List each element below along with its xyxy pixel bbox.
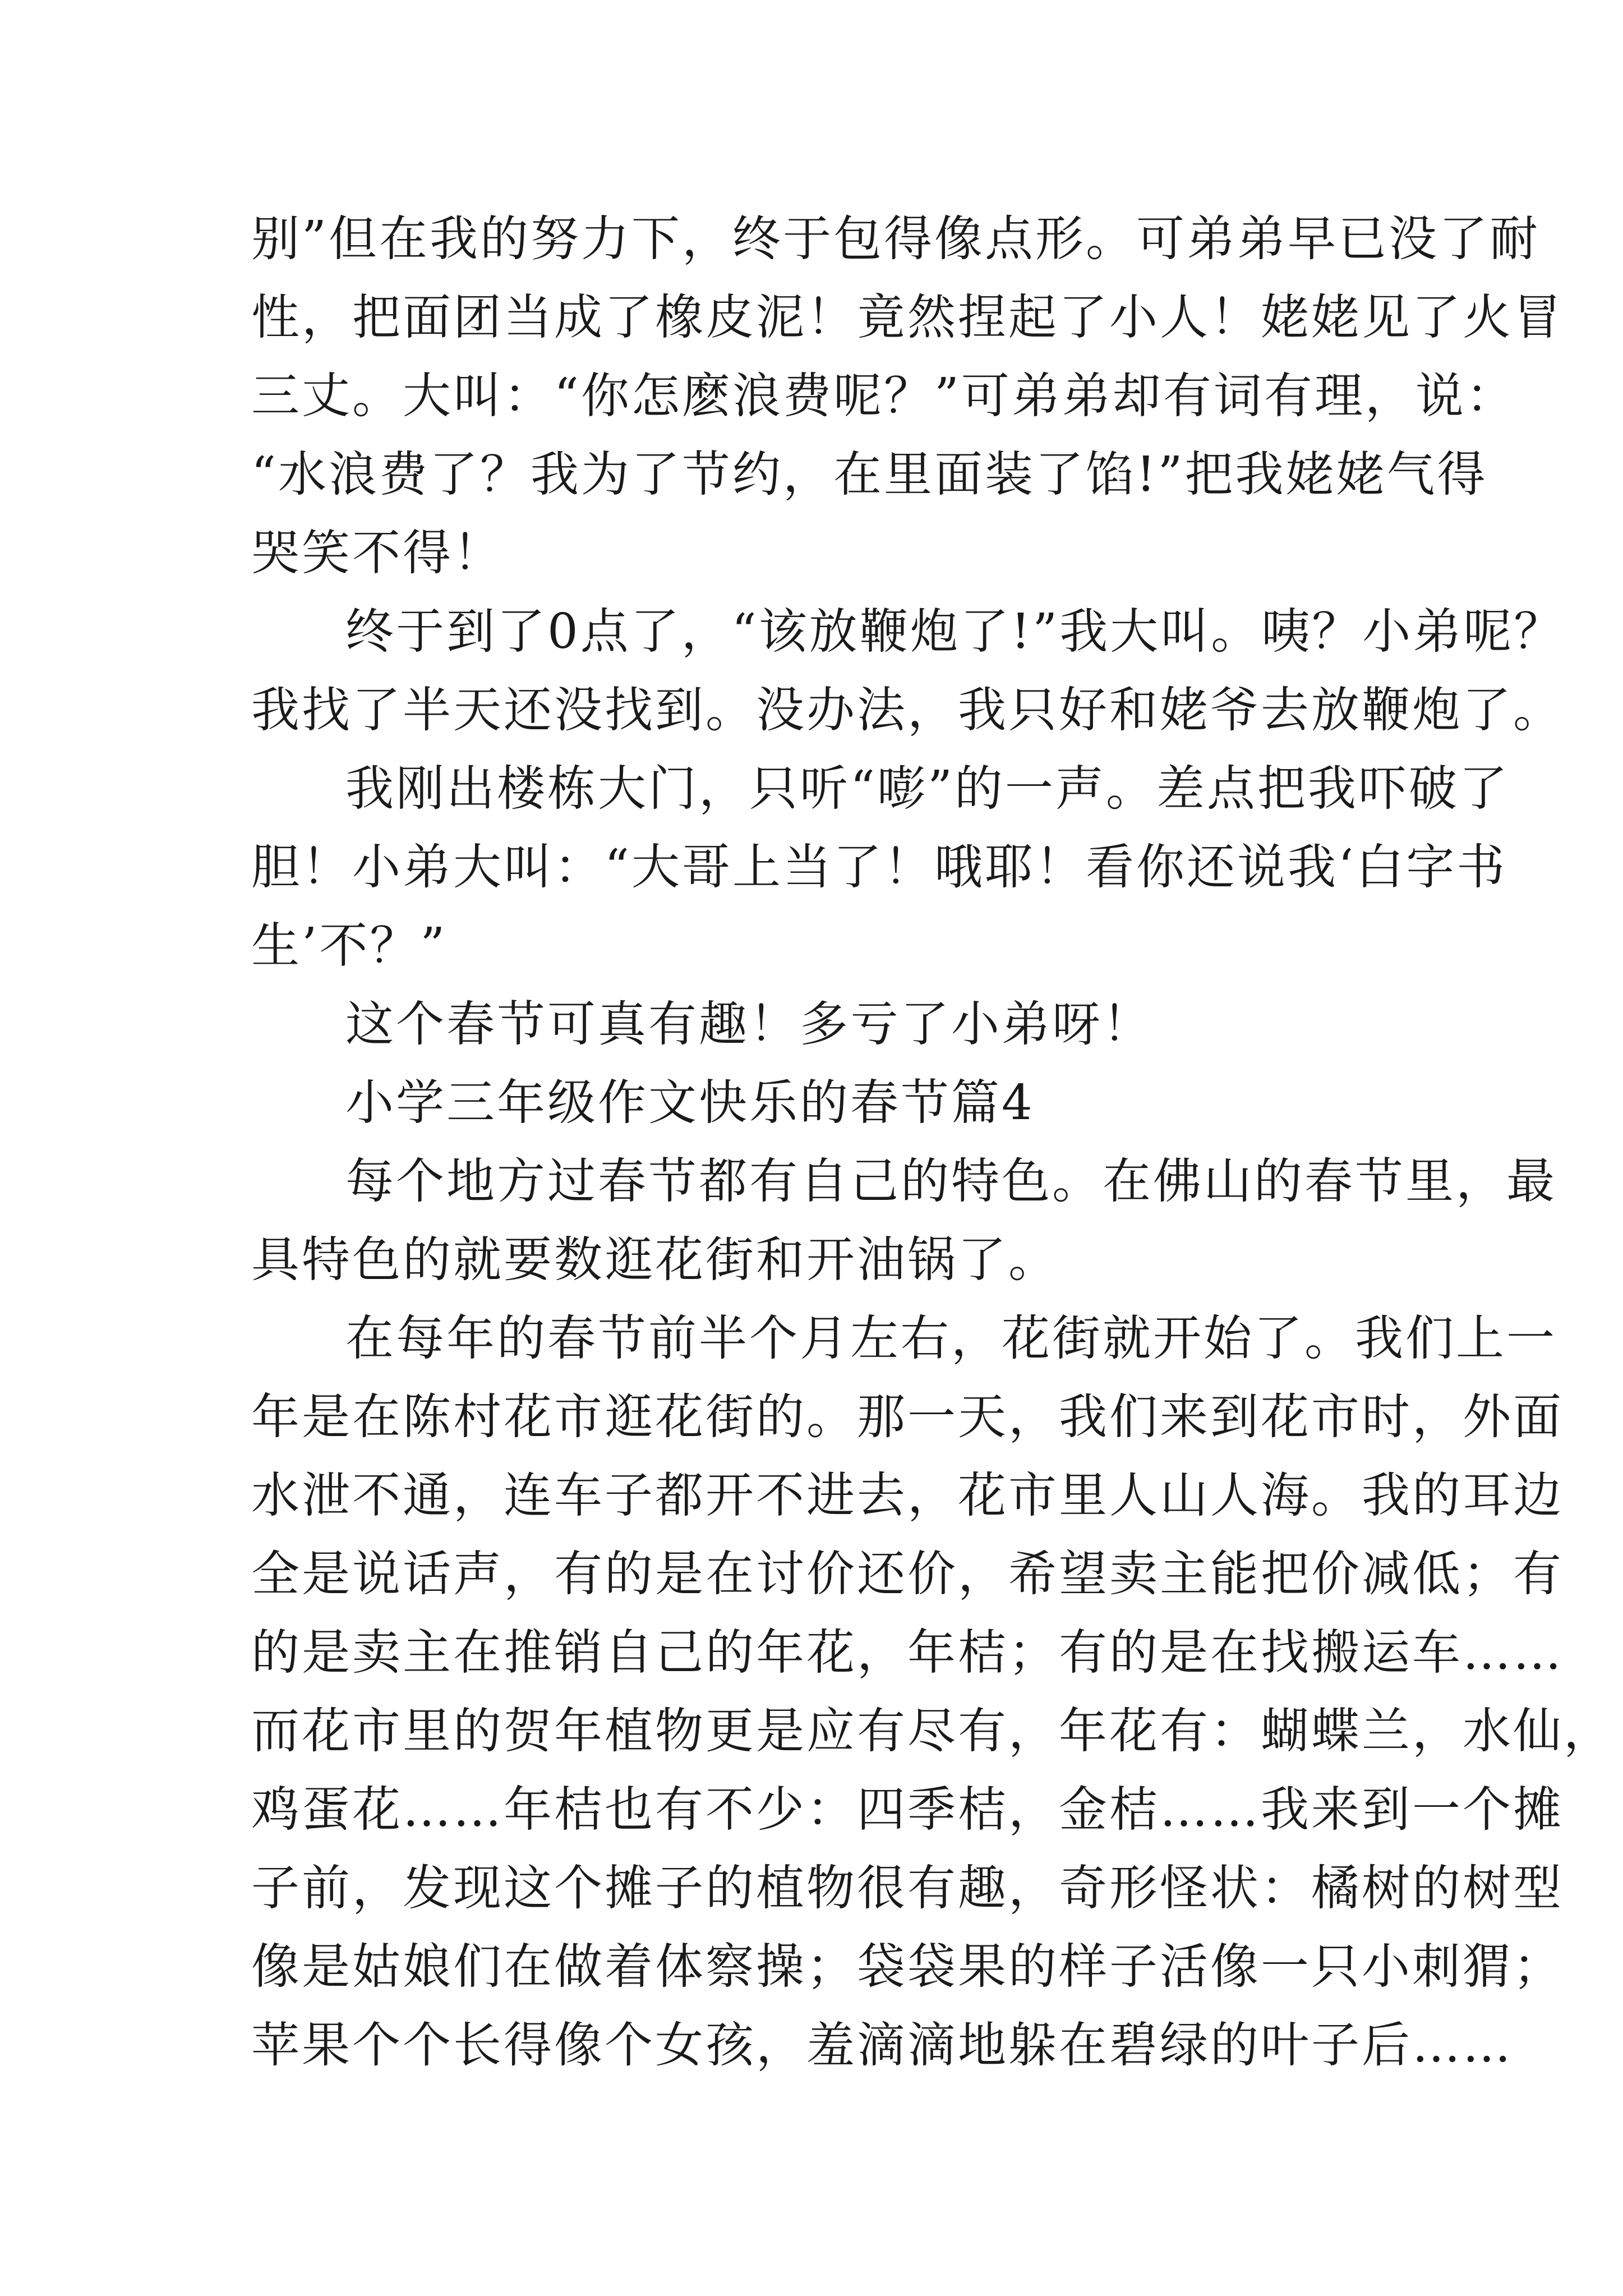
text-line: 胆！小弟大叫：“大哥上当了！哦耶！看你还说我‘白字书	[251, 839, 1507, 895]
essay-body	[251, 200, 1614, 2085]
text-line: 在每年的春节前半个月左右，花街就开始了。我们上一	[345, 1310, 1557, 1366]
text-line: 每个地方过春节都有自己的特色。在佛山的春节里，最	[345, 1153, 1557, 1209]
text-line: 的是卖主在推销自己的年花，年桔；有的是在找搬运车……	[251, 1625, 1564, 1681]
section-heading: 小学三年级作文快乐的春节篇4	[345, 1075, 1035, 1131]
text-line: 水泄不通，连车子都开不进去，花市里人山人海。我的耳边	[251, 1467, 1564, 1524]
text-line: 全是说话声，有的是在讨价还价，希望卖主能把价减低；有	[251, 1546, 1564, 1602]
text-line: 像是姑娘们在做着体察操；袋袋果的样子活像一只小刺猬；	[251, 1939, 1564, 1995]
text-line: 子前，发现这个摊子的植物很有趣，奇形怪状：橘树的树型	[251, 1860, 1564, 1916]
text-line: 别”但在我的努力下，终于包得像点形。可弟弟早已没了耐	[251, 211, 1540, 267]
text-line: 具特色的就要数逛花街和开油锅了。	[251, 1232, 1059, 1288]
text-line: 年是在陈村花市逛花街的。那一天，我们来到花市时，外面	[251, 1389, 1564, 1445]
text-line: 鸡蛋花……年桔也有不少：四季桔，金桔……我来到一个摊	[251, 1782, 1564, 1838]
text-line: 终于到了0点了，“该放鞭炮了!”我大叫。咦？小弟呢？	[345, 604, 1565, 660]
text-line: 苹果个个长得像个女孩，羞滴滴地躲在碧绿的叶子后……	[251, 2017, 1513, 2073]
text-line: 三丈。大叫：“你怎麽浪费呢？”可弟弟却有词有理，说：	[251, 368, 1516, 424]
text-line: 我刚出楼栋大门，只听“嘭”的一声。差点把我吓破了	[345, 761, 1510, 817]
text-line: 性，把面团当成了橡皮泥！竟然捏起了小人！姥姥见了火冒	[251, 289, 1564, 346]
text-line: “水浪费了？我为了节约，在里面装了馅!”把我姥姥气得	[251, 447, 1488, 503]
text-line: 这个春节可真有趣！多亏了小弟呀！	[345, 996, 1153, 1052]
text-line: 我找了半天还没找到。没办法，我只好和姥爷去放鞭炮了。	[251, 682, 1564, 738]
text-line: 生’不？”	[251, 918, 448, 974]
text-line: 而花市里的贺年植物更是应有尽有，年花有：蝴蝶兰，水仙，	[251, 1703, 1614, 1759]
text-line: 哭笑不得！	[251, 525, 504, 581]
